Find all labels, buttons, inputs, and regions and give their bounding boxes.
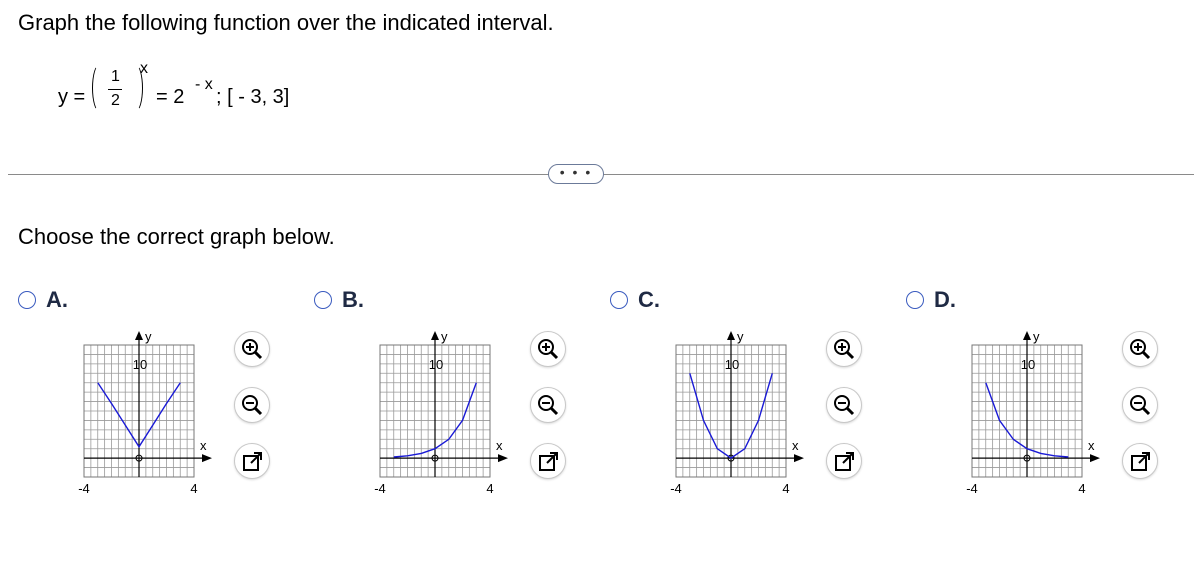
- equation-lhs: y =: [58, 86, 86, 108]
- graph-c: [640, 325, 810, 495]
- y-axis-label: y: [737, 329, 744, 344]
- zoom-in-button[interactable]: [826, 331, 862, 367]
- zoom-in-button[interactable]: [530, 331, 566, 367]
- x-min-label: -4: [374, 481, 386, 495]
- popout-icon: [1129, 450, 1151, 472]
- option-label: B.: [342, 287, 364, 312]
- x-min-label: -4: [670, 481, 682, 495]
- zoom-out-icon: [1129, 394, 1151, 416]
- y-axis-arrow: [1023, 331, 1031, 340]
- option-label: C.: [638, 287, 660, 312]
- zoom-in-button[interactable]: [1122, 331, 1158, 367]
- x-axis-arrow: [1090, 454, 1100, 462]
- left-paren: [92, 64, 107, 112]
- zoom-out-icon: [537, 394, 559, 416]
- option-d[interactable]: [906, 285, 1186, 525]
- y-tick-label: 10: [724, 356, 740, 372]
- x-axis-arrow: [202, 454, 212, 462]
- popout-button[interactable]: [234, 443, 270, 479]
- x-axis-label: x: [496, 438, 503, 454]
- y-axis-arrow: [727, 331, 735, 340]
- graph-d: [936, 325, 1106, 495]
- x-max-label: 4: [190, 481, 198, 495]
- y-tick-label: 10: [1020, 356, 1036, 372]
- graph-a: [48, 325, 218, 495]
- function-equation: [58, 58, 378, 130]
- x-min-label: -4: [966, 481, 978, 495]
- y-axis-label: y: [441, 329, 448, 344]
- zoom-out-button[interactable]: [826, 387, 862, 423]
- x-axis-arrow: [498, 454, 508, 462]
- zoom-out-icon: [833, 394, 855, 416]
- prompt-text: Choose the correct graph below.: [18, 224, 335, 249]
- zoom-in-icon: [1129, 338, 1151, 360]
- interval: ; [ - 3, 3]: [216, 86, 290, 108]
- y-axis-label: y: [145, 329, 152, 344]
- popout-icon: [241, 450, 263, 472]
- option-b[interactable]: [314, 285, 594, 525]
- x-max-label: 4: [1078, 481, 1086, 495]
- radio-button[interactable]: [906, 291, 924, 309]
- equation-rhs: = 2: [156, 86, 185, 108]
- x-axis-label: x: [792, 438, 799, 454]
- question-text: Graph the following function over the indicated interval.: [18, 10, 554, 35]
- graph-b: [344, 325, 514, 495]
- y-axis-arrow: [431, 331, 439, 340]
- zoom-out-button[interactable]: [530, 387, 566, 423]
- x-min-label: -4: [78, 481, 90, 495]
- option-label: A.: [46, 287, 68, 312]
- popout-button[interactable]: [826, 443, 862, 479]
- outer-exponent: x: [140, 60, 148, 77]
- negative-exponent: - x: [195, 76, 213, 93]
- fraction-numerator: 1: [111, 68, 120, 85]
- zoom-in-icon: [833, 338, 855, 360]
- option-label: D.: [934, 287, 956, 312]
- popout-icon: [833, 450, 855, 472]
- popout-icon: [537, 450, 559, 472]
- zoom-out-button[interactable]: [234, 387, 270, 423]
- zoom-in-icon: [537, 338, 559, 360]
- expand-button[interactable]: • • •: [548, 164, 604, 184]
- x-axis-arrow: [794, 454, 804, 462]
- popout-button[interactable]: [1122, 443, 1158, 479]
- zoom-in-button[interactable]: [234, 331, 270, 367]
- radio-button[interactable]: [610, 291, 628, 309]
- option-a[interactable]: [18, 285, 298, 525]
- y-axis-label: y: [1033, 329, 1040, 344]
- radio-button[interactable]: [18, 291, 36, 309]
- zoom-out-button[interactable]: [1122, 387, 1158, 423]
- x-axis-label: x: [200, 438, 207, 454]
- x-axis-label: x: [1088, 438, 1095, 454]
- popout-button[interactable]: [530, 443, 566, 479]
- x-max-label: 4: [486, 481, 494, 495]
- x-max-label: 4: [782, 481, 790, 495]
- zoom-in-icon: [241, 338, 263, 360]
- y-tick-label: 10: [132, 356, 148, 372]
- y-tick-label: 10: [428, 356, 444, 372]
- radio-button[interactable]: [314, 291, 332, 309]
- y-axis-arrow: [135, 331, 143, 340]
- zoom-out-icon: [241, 394, 263, 416]
- fraction-denominator: 2: [111, 92, 120, 109]
- fraction-bar: [108, 89, 122, 90]
- option-c[interactable]: [610, 285, 890, 525]
